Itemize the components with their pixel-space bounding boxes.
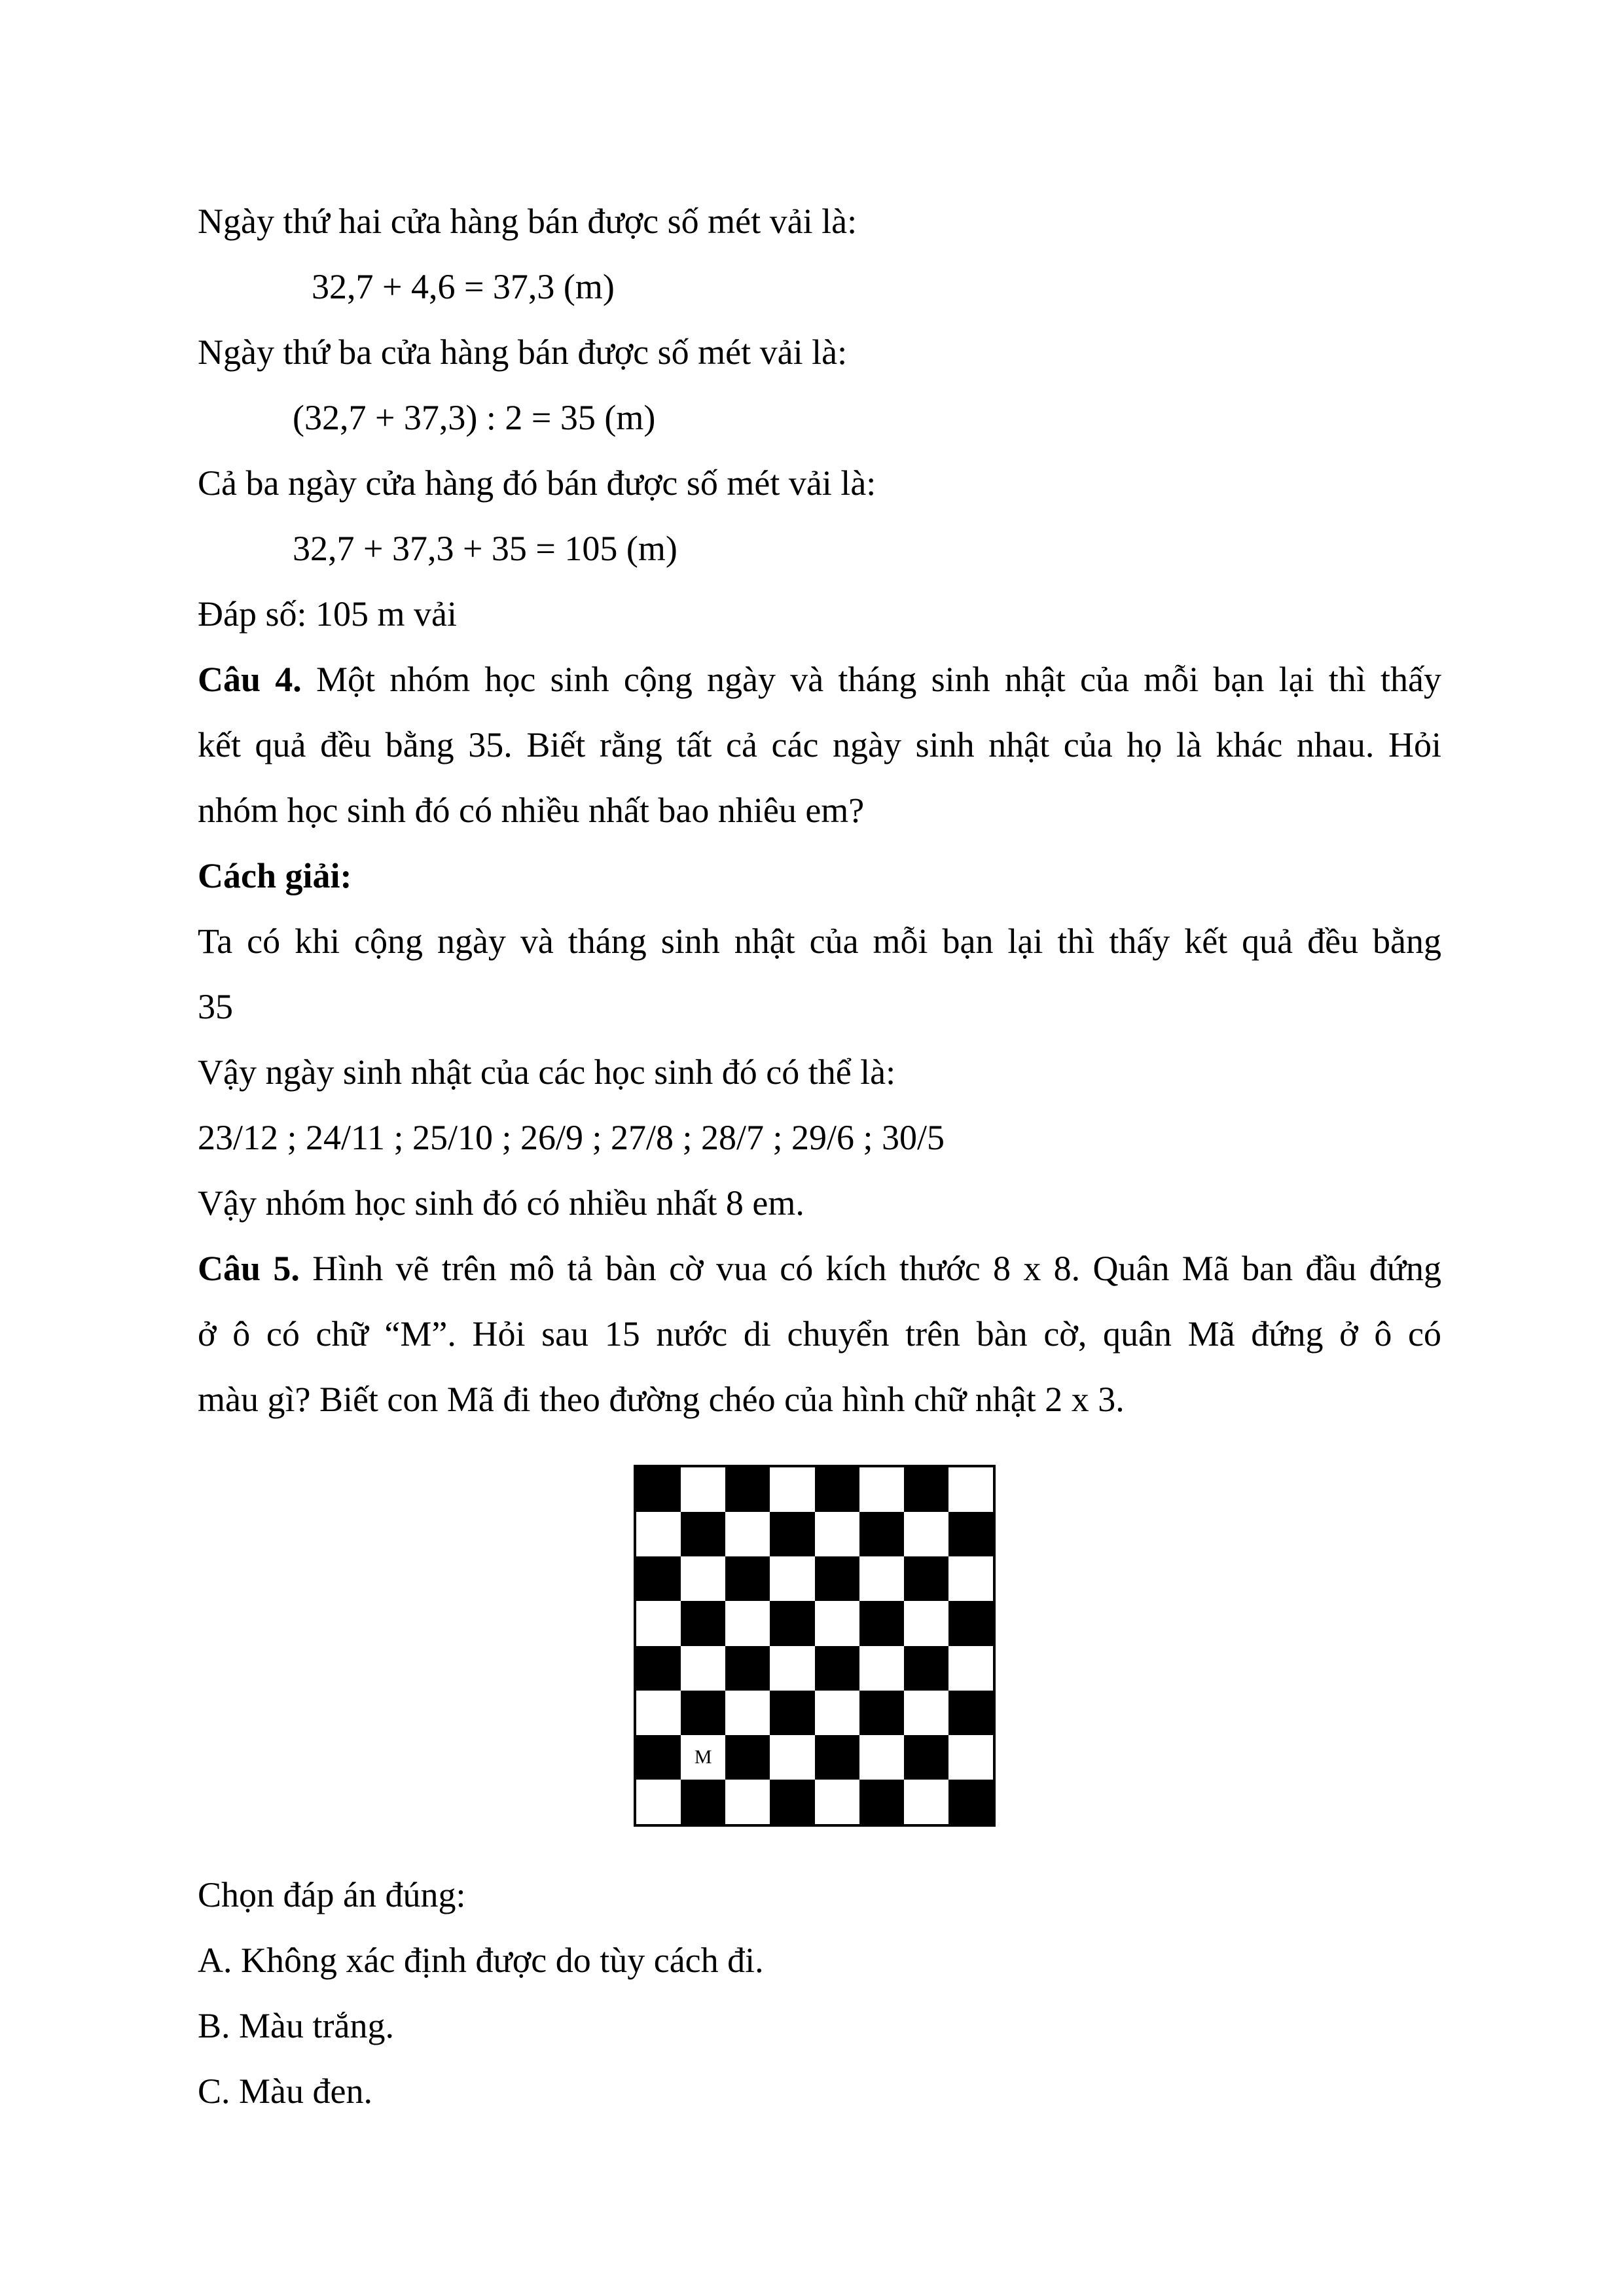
board-square xyxy=(948,1691,993,1735)
board-square xyxy=(948,1735,993,1780)
board-square xyxy=(770,1556,814,1601)
board-square xyxy=(948,1556,993,1601)
board-square xyxy=(681,1780,725,1824)
board-square xyxy=(681,1691,725,1735)
board-square xyxy=(948,1601,993,1645)
board-square xyxy=(770,1691,814,1735)
solution-line-1: Ngày thứ hai cửa hàng bán được số mét vải là: xyxy=(198,202,857,241)
board-square xyxy=(904,1646,948,1691)
board-square xyxy=(770,1601,814,1645)
board-square xyxy=(815,1735,859,1780)
board-square xyxy=(904,1556,948,1601)
board-square xyxy=(770,1467,814,1512)
question-5-text-1: Hình vẽ trên mô tả bàn cờ vua có kích thước 8 x 8. Quân Mã ban đầu đứng xyxy=(299,1249,1441,1288)
answer-prompt: Chọn đáp án đúng: xyxy=(198,1875,466,1914)
board-square xyxy=(770,1735,814,1780)
answer-line: Đáp số: 105 m vải xyxy=(198,594,457,634)
knight-label: M xyxy=(694,1746,712,1768)
board-square xyxy=(904,1601,948,1645)
solution-line-3: Cả ba ngày cửa hàng đó bán được số mét vải là: xyxy=(198,463,876,503)
chessboard xyxy=(634,1465,996,1827)
board-square xyxy=(636,1467,681,1512)
board-square xyxy=(948,1780,993,1824)
board-square xyxy=(859,1735,904,1780)
board-square xyxy=(725,1646,770,1691)
board-square xyxy=(725,1780,770,1824)
question-5-line-3: màu gì? Biết con Mã đi theo đường chéo của hình chữ nhật 2 x 3. xyxy=(198,1380,1125,1419)
calculation-2: (32,7 + 37,3) : 2 = 35 (m) xyxy=(293,398,656,437)
board-square xyxy=(815,1512,859,1556)
board-square xyxy=(948,1512,993,1556)
solution-line-2: Ngày thứ ba cửa hàng bán được số mét vải là: xyxy=(198,332,848,372)
knight-square xyxy=(681,1735,725,1780)
board-square xyxy=(725,1512,770,1556)
board-square xyxy=(859,1691,904,1735)
birthday-list: 23/12 ; 24/11 ; 25/10 ; 26/9 ; 27/8 ; 28/7 ; 29/6 ; 30/5 xyxy=(198,1118,945,1157)
question-5-line-1 xyxy=(198,1246,1441,1291)
question-4-label: Câu 4. xyxy=(198,660,302,699)
board-square xyxy=(948,1467,993,1512)
calculation-1: 32,7 + 4,6 = 37,3 (m) xyxy=(312,267,615,306)
method-line-3: Vậy ngày sinh nhật của các học sinh đó có thể là: xyxy=(198,1052,896,1092)
board-square xyxy=(859,1601,904,1645)
question-5-label: Câu 5. xyxy=(198,1249,300,1288)
board-square xyxy=(815,1780,859,1824)
board-square xyxy=(904,1467,948,1512)
option-b[interactable]: B. Màu trắng. xyxy=(198,2006,394,2045)
method-line-1: Ta có khi cộng ngày và tháng sinh nhật của mỗi bạn lại thì thấy kết quả đều bằng xyxy=(198,922,1441,961)
board-square xyxy=(681,1601,725,1645)
board-square xyxy=(725,1556,770,1601)
question-5-line-2: ở ô có chữ “M”. Hỏi sau 15 nước di chuyển trên bàn cờ, quân Mã đứng ở ô có xyxy=(198,1314,1441,1354)
board-square xyxy=(636,1735,681,1780)
board-square xyxy=(681,1556,725,1601)
board-square xyxy=(681,1512,725,1556)
board-square xyxy=(815,1467,859,1512)
board-square xyxy=(859,1512,904,1556)
board-square xyxy=(770,1512,814,1556)
question-4-line-3: nhóm học sinh đó có nhiều nhất bao nhiêu em? xyxy=(198,791,865,830)
board-square xyxy=(859,1780,904,1824)
board-square xyxy=(815,1646,859,1691)
board-square xyxy=(725,1735,770,1780)
board-square xyxy=(636,1780,681,1824)
method-conclusion: Vậy nhóm học sinh đó có nhiều nhất 8 em. xyxy=(198,1183,804,1223)
board-square xyxy=(725,1691,770,1735)
board-square xyxy=(815,1601,859,1645)
board-square xyxy=(859,1556,904,1601)
board-square xyxy=(636,1646,681,1691)
board-square xyxy=(904,1512,948,1556)
question-4-line-2: kết quả đều bằng 35. Biết rằng tất cả các ngày sinh nhật của họ là khác nhau. Hỏi xyxy=(198,725,1441,764)
option-a[interactable]: A. Không xác định được do tùy cách đi. xyxy=(198,1941,764,1980)
option-c[interactable]: C. Màu đen. xyxy=(198,2072,372,2111)
board-square xyxy=(859,1646,904,1691)
method-line-2: 35 xyxy=(198,987,233,1026)
board-square xyxy=(681,1646,725,1691)
board-square xyxy=(725,1467,770,1512)
board-square xyxy=(681,1467,725,1512)
board-square xyxy=(636,1556,681,1601)
board-square xyxy=(904,1735,948,1780)
question-4-line-1 xyxy=(198,656,1441,702)
board-square xyxy=(725,1601,770,1645)
board-square xyxy=(636,1691,681,1735)
board-square xyxy=(859,1467,904,1512)
question-4-text-1: Một nhóm học sinh cộng ngày và tháng sinh nhật của mỗi bạn lại thì thấy xyxy=(301,660,1441,699)
board-square xyxy=(904,1780,948,1824)
board-square xyxy=(815,1691,859,1735)
board-square xyxy=(948,1646,993,1691)
board-square xyxy=(636,1601,681,1645)
board-square xyxy=(815,1556,859,1601)
board-square xyxy=(904,1691,948,1735)
method-heading: Cách giải: xyxy=(198,856,352,895)
calculation-3: 32,7 + 37,3 + 35 = 105 (m) xyxy=(293,529,677,568)
board-square xyxy=(770,1780,814,1824)
board-square xyxy=(636,1512,681,1556)
board-square xyxy=(770,1646,814,1691)
